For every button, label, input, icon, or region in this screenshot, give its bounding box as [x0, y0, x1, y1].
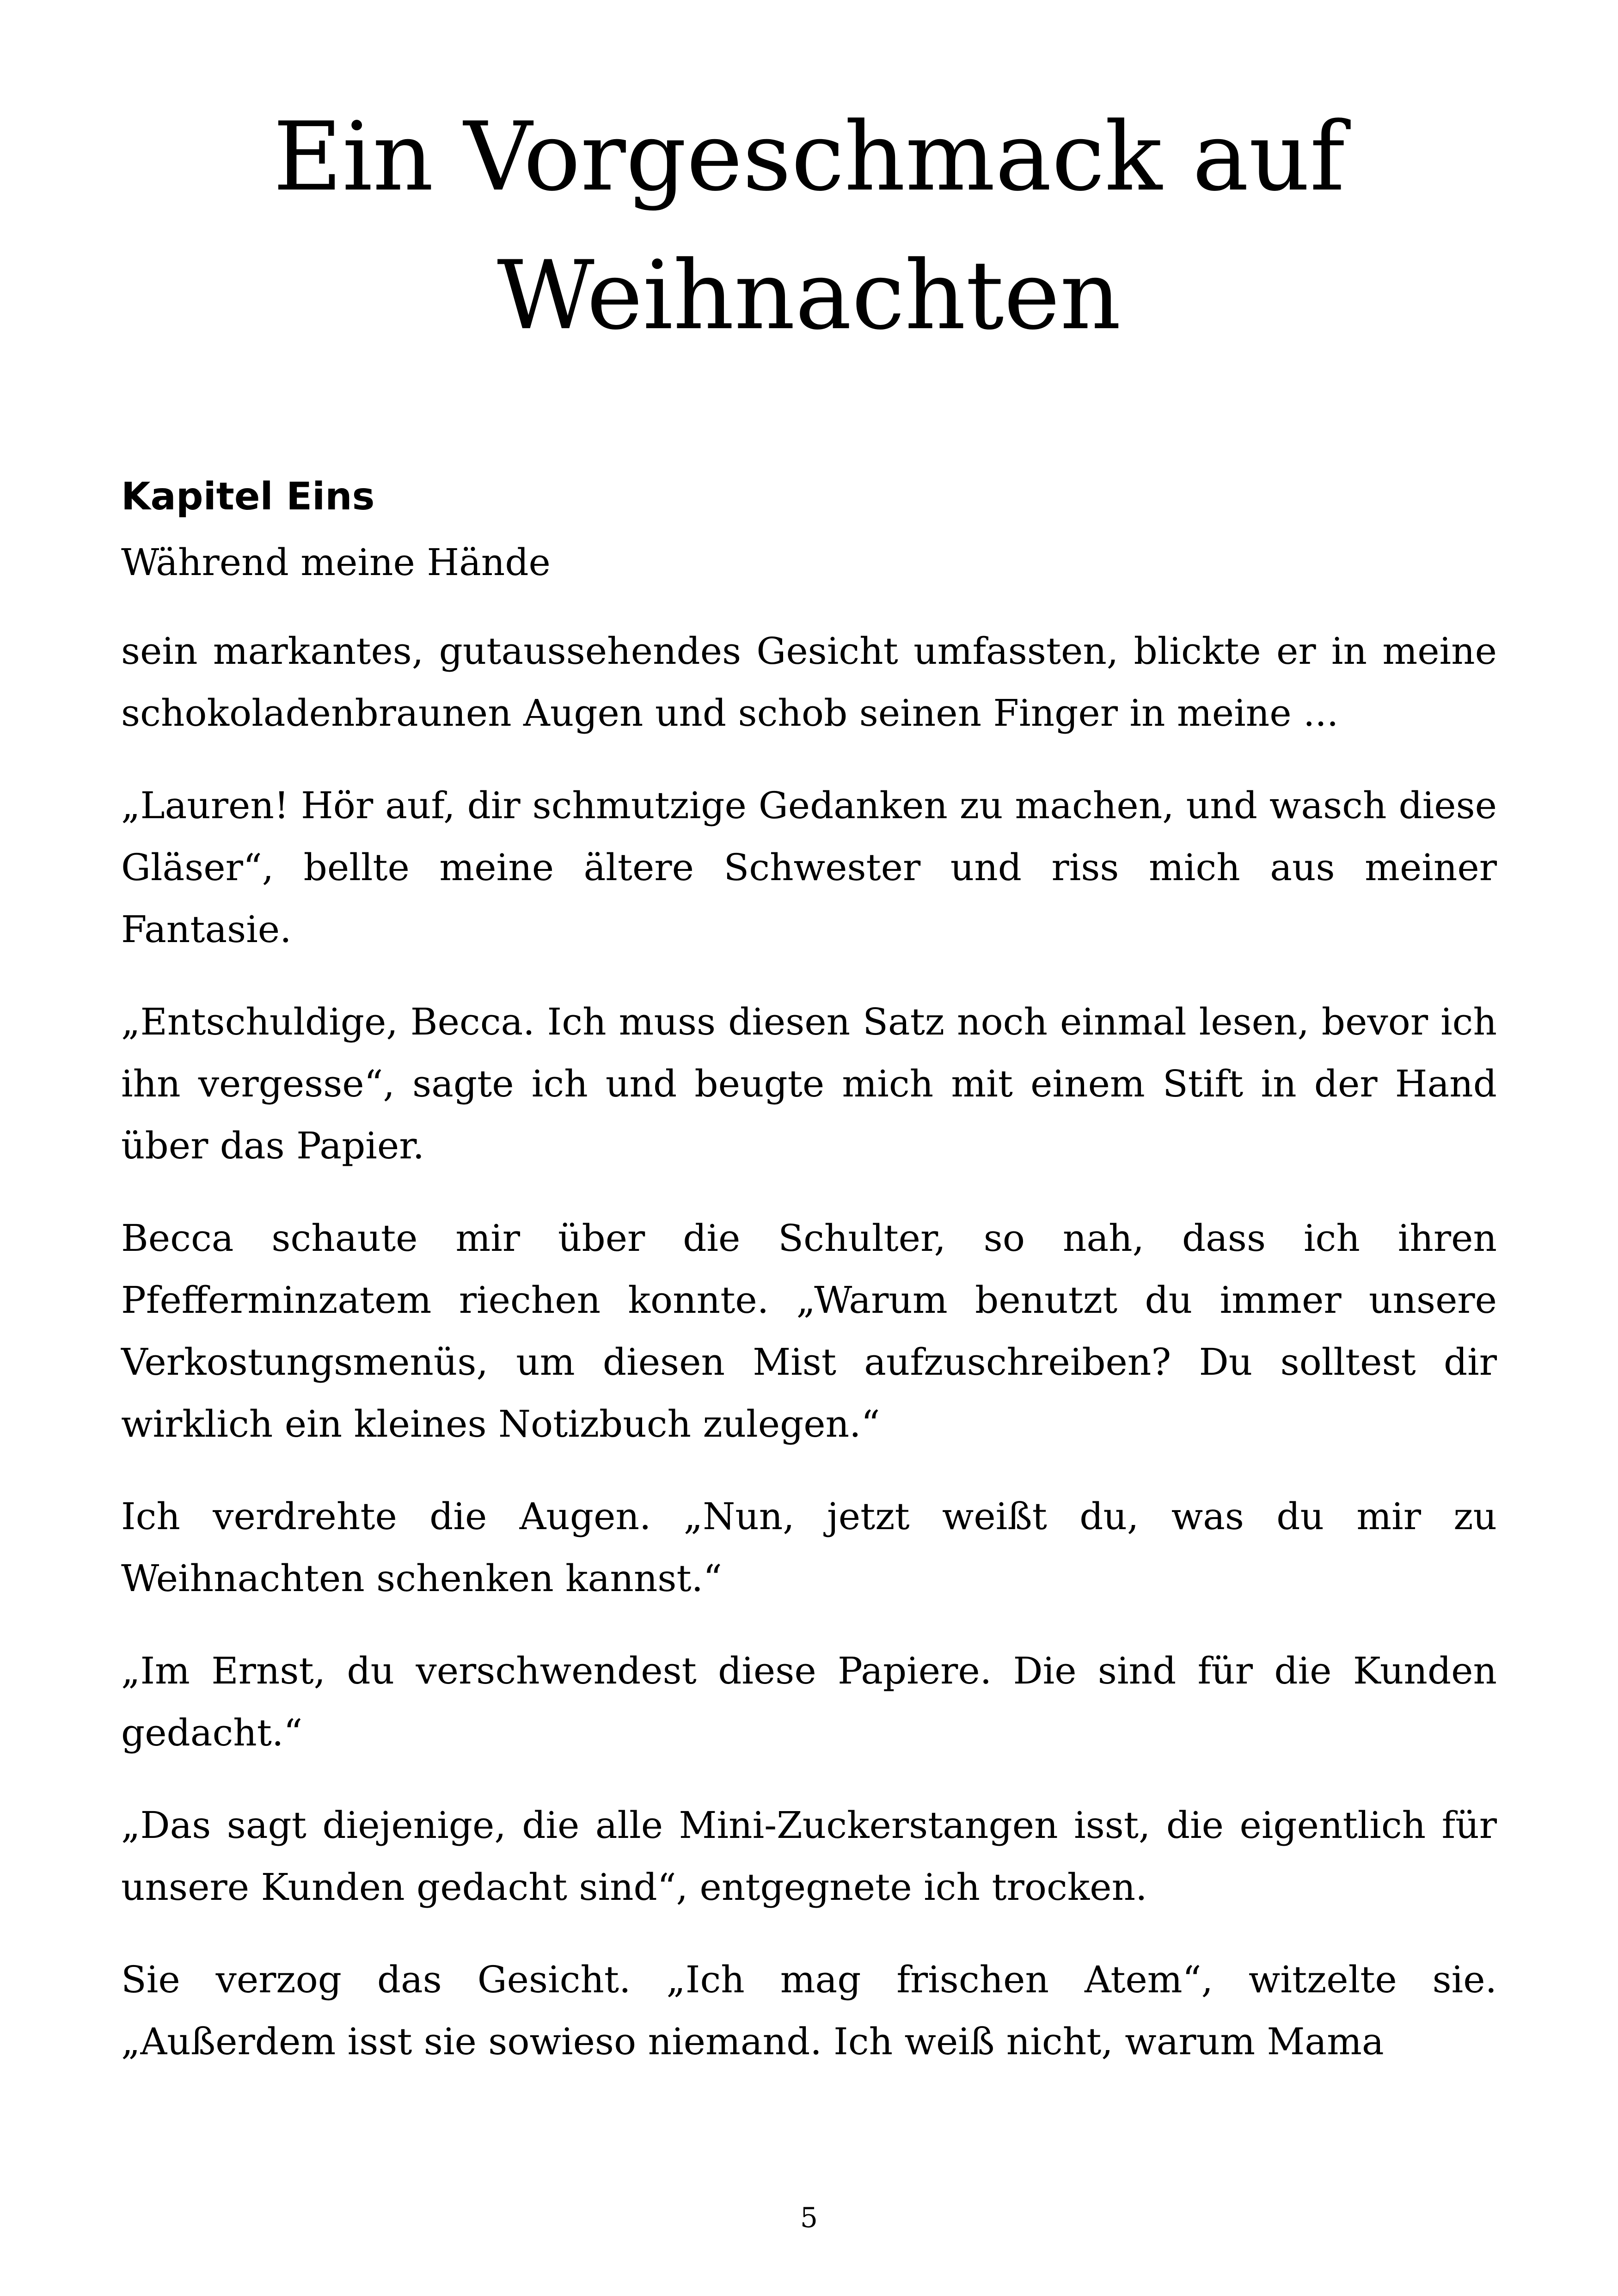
book-title — [0, 88, 1618, 365]
paragraph: Becca schaute mir über die Schulter, so nah, dass ich ihren Pfefferminzatem riechen konnte. „Warum benutzt du immer unsere Verkostungsmenüs, um diesen Mist aufzuschreiben? Du solltest dir wirklich ein kleines Notizbuch zulegen.“ — [121, 1217, 1497, 1445]
chapter-heading: Kapitel Eins — [121, 475, 375, 519]
paragraph: „Im Ernst, du verschwendest diese Papiere. Die sind für die Kunden gedacht.“ — [121, 1649, 1497, 1754]
book-title-line-1: Ein Vorgeschmack auf — [273, 102, 1345, 212]
body-text — [121, 532, 1497, 2103]
paragraph: Während meine Hände — [121, 541, 551, 584]
paragraph: „Lauren! Hör auf, dir schmutzige Gedanken zu machen, und wasch diese Gläser“, bellte meine ältere Schwester und riss mich aus meiner Fantasie. — [121, 784, 1497, 951]
paragraph: „Entschuldige, Becca. Ich muss diesen Satz noch einmal lesen, bevor ich ihn vergesse“, sagte ich und beugte mich mit einem Stift in der Hand über das Papier. — [121, 1000, 1497, 1167]
paragraph: Sie verzog das Gesicht. „Ich mag frischen Atem“, witzelte sie. „Außerdem isst sie sowieso niemand. Ich weiß nicht, warum Mama — [121, 1958, 1497, 2063]
paragraph: sein markantes, gutaussehendes Gesicht umfassten, blickte er in meine schokoladenbraunen Augen und schob seinen Finger in meine ... — [121, 630, 1497, 735]
page-number: 5 — [800, 2202, 818, 2234]
paragraph: Ich verdrehte die Augen. „Nun, jetzt weißt du, was du mir zu Weihnachten schenken kannst.“ — [121, 1495, 1497, 1600]
paragraph: „Das sagt diejenige, die alle Mini-Zuckerstangen isst, die eigentlich für unsere Kunden gedacht sind“, entgegnete ich trocken. — [121, 1804, 1497, 1909]
book-title-line-2: Weihnachten — [497, 241, 1121, 351]
